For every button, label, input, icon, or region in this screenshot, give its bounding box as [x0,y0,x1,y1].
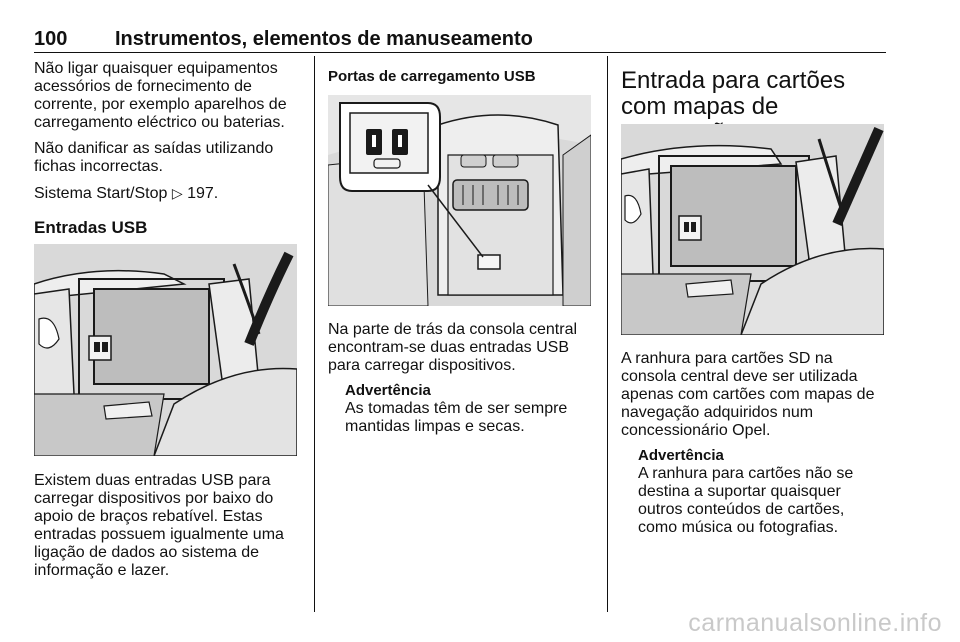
column-divider-right [607,56,608,612]
page-reference-arrow-icon: ▷ [171,185,183,201]
paragraph-navigation-card-slot: A ranhura para cartões SD na consola central deve ser utilizada apenas com cartões com mapas de navegação adquiridos num concessionário Opel. [621,350,875,439]
paragraph-usb-charging-ports: Na parte de trás da consola central encontram-se duas entradas USB para carregar dispositivos. [328,321,578,374]
paragraph-usb-inputs: Existem duas entradas USB para carregar dispositivos por baixo do apoio de braços rebatível. Estas entradas possuem igualmente uma ligação de dados ao sistema de informação e lazer. [34,472,284,579]
column-2 [328,68,593,85]
paragraph-accessory-warning: Não ligar quaisquer equipamentos acessórios de fornecimento de corrente, por exemplo aparelhos de carregamento eléctrico ou baterias. [34,60,287,131]
navigation-card-slot-illustration [621,124,884,335]
warning-text-card-slot: A ranhura para cartões não se destina a suportar quaisquer outros conteúdos de cartões, como música ou fotografias. [638,465,854,536]
heading-navigation-card-slot: Entrada para cartões com mapas de [621,67,846,120]
header-rule [34,52,886,53]
column-2-lower [328,321,593,436]
column-3-lower [621,350,887,537]
warning-block-usb [345,382,593,436]
column-1 [34,60,304,238]
page-header [34,28,886,52]
site-watermark: carmanualsonline.info [688,609,942,637]
warning-text-usb: As tomadas têm de ser sempre mantidas limpas e secas. [345,400,568,435]
column-1-lower [34,472,304,580]
warning-block-card-slot [638,447,887,537]
start-stop-text: Sistema Start/Stop [34,185,168,202]
page-number: 100 [34,28,68,50]
column-divider-left [314,56,315,612]
paragraph-plug-warning: Não danificar as saídas utilizando fichas incorrectas. [34,140,274,175]
usb-charging-ports-illustration [328,95,591,306]
paragraph-start-stop-ref [34,184,304,203]
start-stop-page-ref: 197. [187,185,219,202]
usb-inputs-illustration [34,244,297,456]
warning-title-usb: Advertência [345,382,431,399]
heading-usb-inputs: Entradas USB [34,218,148,237]
chapter-title: Instrumentos, elementos de manuseamento [115,28,533,50]
heading-usb-charging-ports: Portas de carregamento USB [328,68,536,85]
warning-title-card-slot: Advertência [638,447,724,464]
